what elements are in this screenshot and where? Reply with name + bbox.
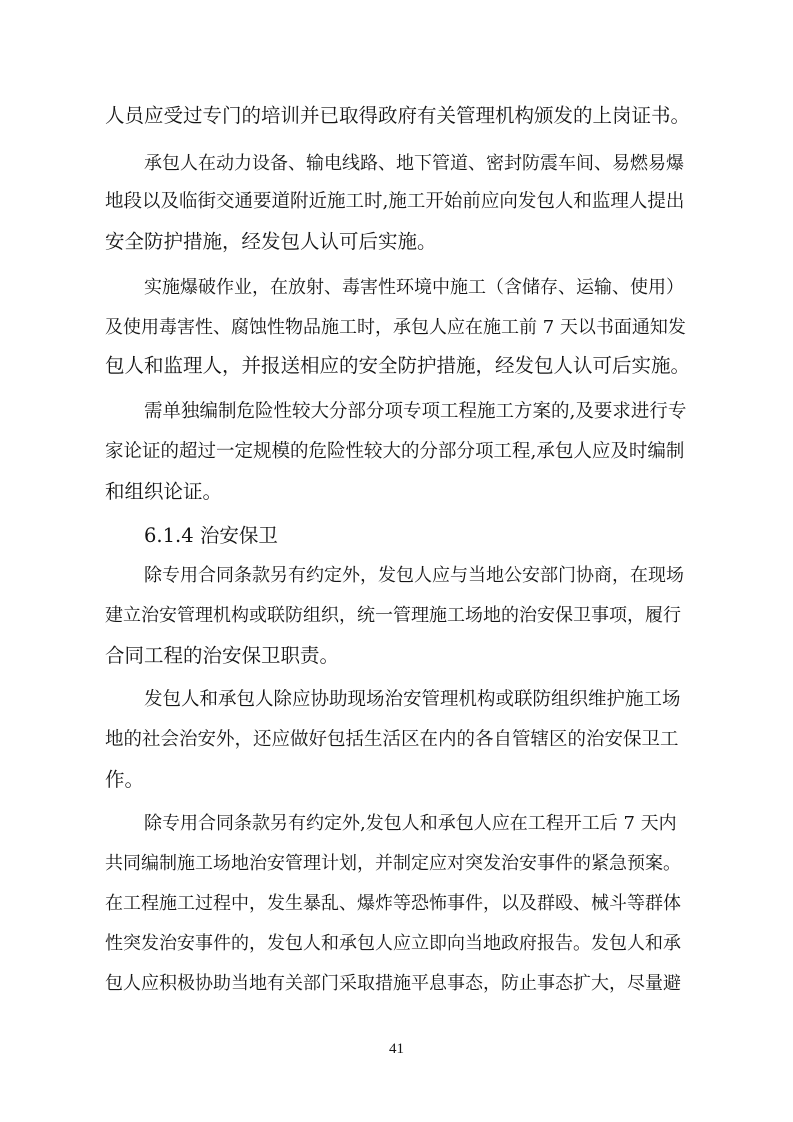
page-number: 41 [389,1041,404,1057]
paragraph-first-line: 需单独编制危险性较大分部分项专项工程施工方案的,及要求进行专 [144,401,687,422]
text-line: 及使用毒害性、腐蚀性物品施工时，承包人应在施工前 7 天以书面通知发 [105,317,686,338]
text-line: 共同编制施工场地治安管理计划，并制定应对突发治安事件的紧急预案。 [105,853,681,874]
text-line: 在工程施工过程中，发生暴乱、爆炸等恐怖事件，以及群殴、械斗等群体 [105,893,681,914]
text-line: 建立治安管理机构或联防组织，统一管理施工场地的治安保卫事项，履行 [105,605,681,626]
text-line: 作。 [105,768,145,791]
text-line: 性突发治安事件的，发包人和承包人应立即向当地政府报告。发包人和承 [105,933,681,954]
section-heading: 6.1.4 治安保卫 [144,524,278,547]
paragraph-first-line: 发包人和承包人除应协助现场治安管理机构或联防组织维护施工场 [144,689,681,710]
text-line: 地段以及临街交通要道附近施工时,施工开始前应向发包人和监理人提出 [105,191,685,212]
paragraph-first-line: 除专用合同条款另有约定外，发包人应与当地公安部门协商，在现场 [144,565,684,586]
paragraph-first-line: 除专用合同条款另有约定外,发包人和承包人应在工程开工后 7 天内 [144,813,677,834]
text-line: 合同工程的治安保卫职责。 [105,644,340,667]
paragraph-first-line: 承包人在动力设备、输电线路、地下管道、密封防震车间、易燃易爆 [144,153,684,174]
text-line: 地的社会治安外，还应做好包括生活区在内的各自管辖区的治安保卫工 [105,729,679,750]
text-line: 安全防护措施，经发包人认可后实施。 [105,230,437,253]
text-line: 家论证的超过一定规模的危险性较大的分部分项工程,承包人应及时编制 [105,441,685,462]
text-line: 包人和监理人，并报送相应的安全防护措施，经发包人认可后实施。 [105,354,691,377]
paragraph-first-line: 实施爆破作业，在放射、毒害性环境中施工（含储存、运输、使用） [144,277,684,298]
text-line: 人员应受过专门的培训并已取得政府有关管理机构颁发的上岗证书。 [105,104,691,127]
text-line: 和组织论证。 [105,480,223,503]
text-line: 包人应积极协助当地有关部门采取措施平息事态，防止事态扩大，尽量避 [105,973,681,994]
